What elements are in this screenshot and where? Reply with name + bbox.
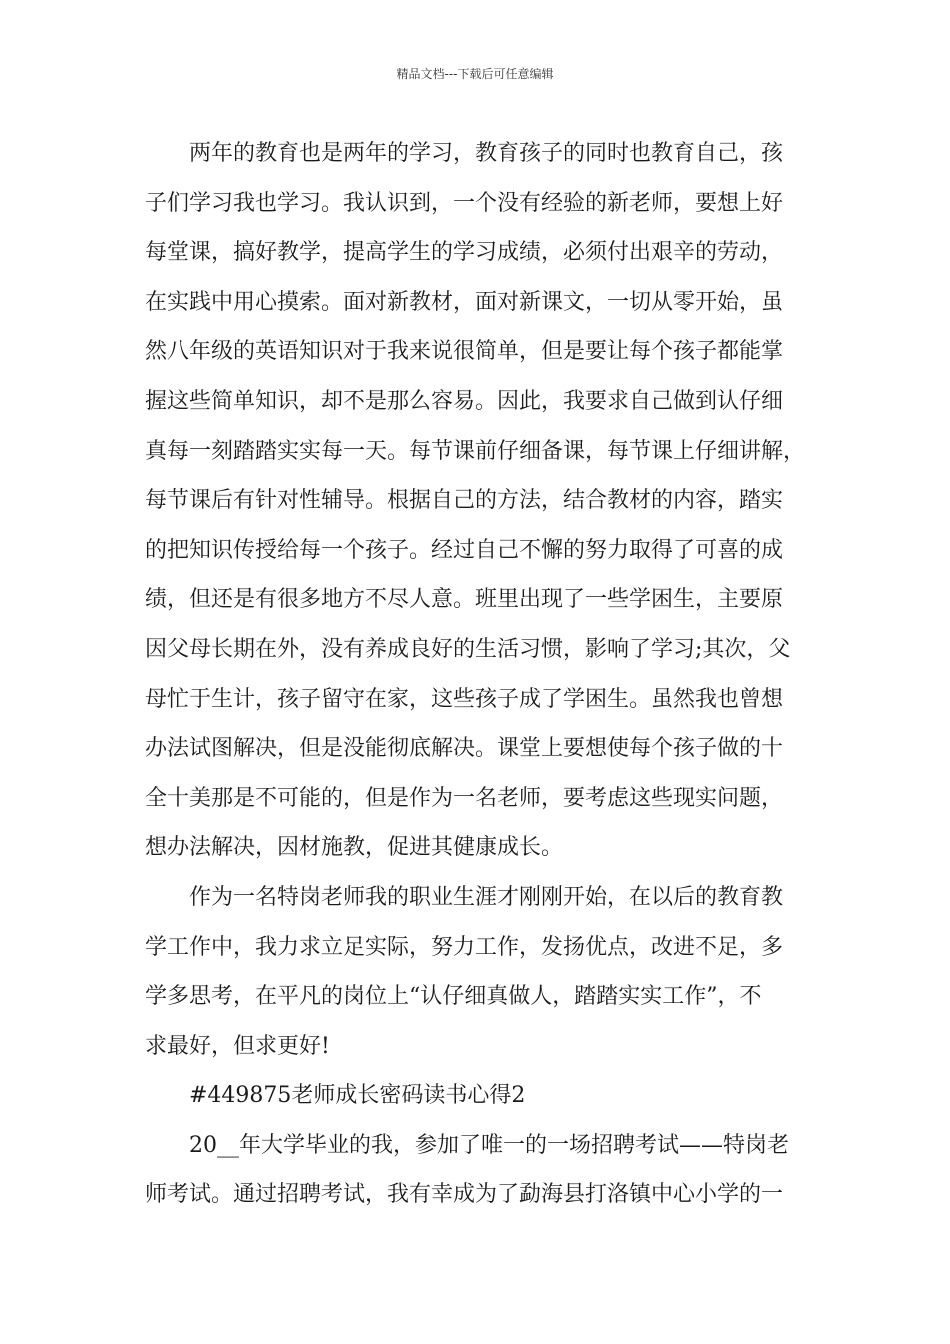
page-header: 精品文档---下载后可任意编辑 xyxy=(396,67,554,81)
paragraph-line: 每节课后有针对性辅导。根据自己的方法，结合教材的内容，踏实 xyxy=(145,488,784,514)
paragraph-line: 每堂课，搞好教学，提高学生的学习成绩，必须付出艰辛的劳动， xyxy=(145,240,784,266)
paragraph-line: 办法试图解决，但是没能彻底解决。课堂上要想使每个孩子做的十 xyxy=(145,736,784,762)
paragraph-line: 学工作中，我力求立足实际，努力工作，发扬优点，改进不足，多 xyxy=(145,934,784,960)
paragraph-line: 握这些简单知识，却不是那么容易。因此，我要求自己做到认仔细 xyxy=(145,388,784,414)
paragraph-line: 因父母长期在外，没有养成良好的生活习惯，影响了学习;其次，父 xyxy=(145,636,791,662)
paragraph-line: 求最好，但求更好! xyxy=(145,1033,330,1059)
paragraph-line: 20__年大学毕业的我，参加了唯一的一场招聘考试——特岗老 xyxy=(189,1132,789,1158)
document-body xyxy=(145,129,825,1220)
paragraph-line: 真每一刻踏踏实实每一天。每节课前仔细备课，每节课上仔细讲解， xyxy=(145,438,806,464)
paragraph-line: 绩，但还是有很多地方不尽人意。班里出现了一些学困生，主要原 xyxy=(145,587,784,613)
paragraph-line: 作为一名特岗老师我的职业生涯才刚刚开始，在以后的教育教 xyxy=(189,884,784,910)
section-heading: #449875老师成长密码读书心得2 xyxy=(189,1083,526,1109)
paragraph-line: 在实践中用心摸索。面对新教材，面对新课文，一切从零开始，虽 xyxy=(145,289,784,315)
paragraph-line: 子们学习我也学习。我认识到，一个没有经验的新老师，要想上好 xyxy=(145,190,784,216)
paragraph-line: 母忙于生计，孩子留守在家，这些孩子成了学困生。虽然我也曾想 xyxy=(145,686,784,712)
paragraph-line: 两年的教育也是两年的学习，教育孩子的同时也教育自己，孩 xyxy=(189,141,784,166)
paragraph-line: 的把知识传授给每一个孩子。经过自己不懈的努力取得了可喜的成 xyxy=(145,537,784,563)
paragraph-line: 全十美那是不可能的，但是作为一名老师，要考虑这些现实问题， xyxy=(145,785,784,811)
paragraph-line: 师考试。通过招聘考试，我有幸成为了勐海县打洛镇中心小学的一 xyxy=(145,1182,784,1208)
paragraph-line: 想办法解决，因材施教，促进其健康成长。 xyxy=(145,835,564,861)
paragraph-line: 然八年级的英语知识对于我来说很简单，但是要让每个孩子都能掌 xyxy=(145,339,784,365)
paragraph-line: 学多思考，在平凡的岗位上“认仔细真做人，踏踏实实工作”，不 xyxy=(145,984,762,1010)
